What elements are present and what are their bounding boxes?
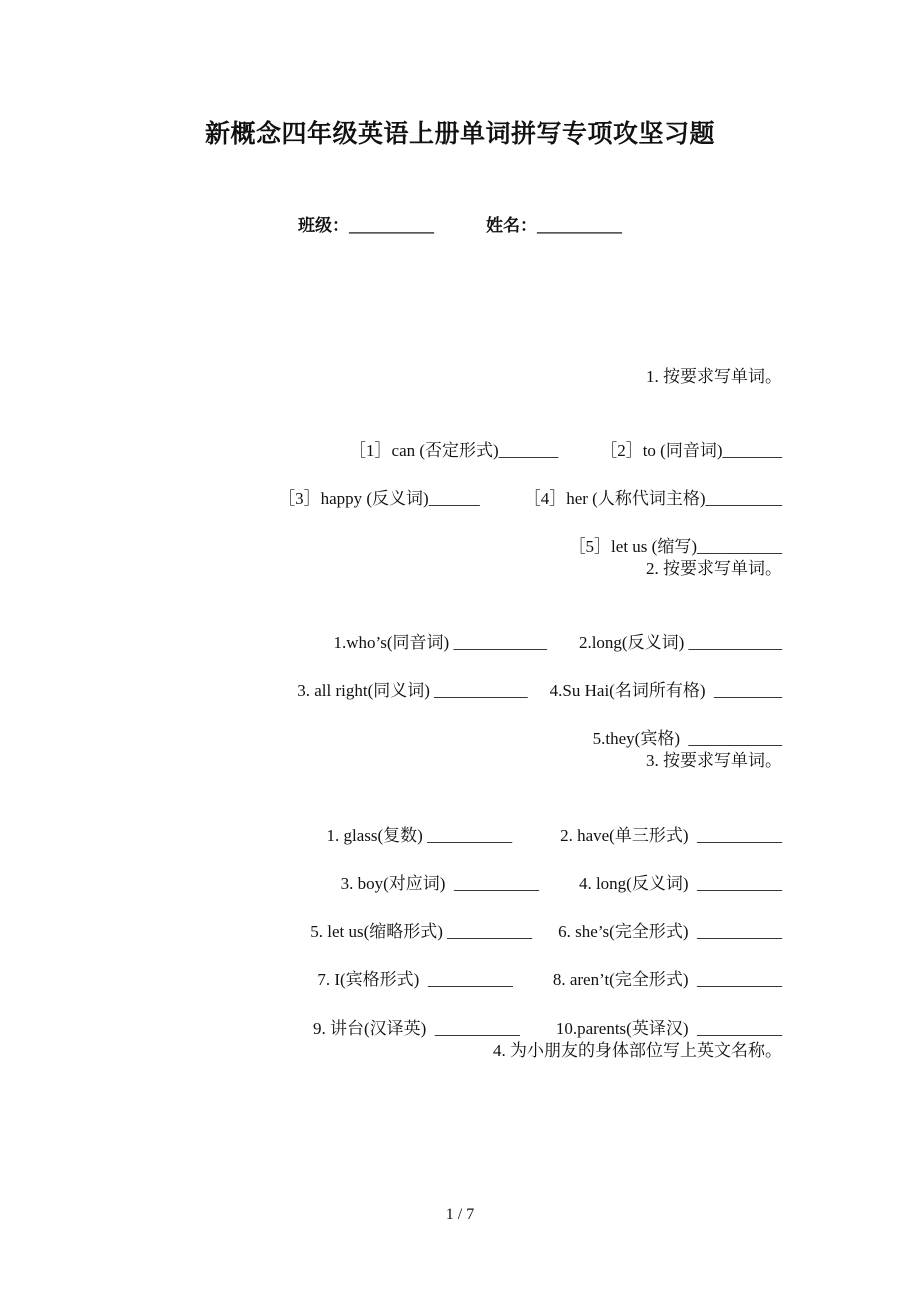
section3-row-1 (318, 797, 782, 849)
section3-item-2: 2. have(单三形式) __________ (560, 826, 782, 845)
section3-row-2 (332, 845, 782, 897)
section3-item-4: 4. long(反义词) __________ (578, 874, 782, 893)
name-field: 姓名：__________ (486, 216, 622, 235)
section3-item-6: 6. she’s(完全形式) __________ (558, 922, 782, 941)
section1-row-2 (270, 460, 782, 512)
section2-item-2: 2.long(反义词) ___________ (578, 633, 782, 652)
section1-item-5: ［5］let us (缩写)__________ (568, 537, 782, 556)
section1-item-2: ［2］to (同音词)_______ (600, 441, 782, 460)
section3-item-8: 8. aren’t(完全形式) __________ (552, 970, 782, 989)
section2-item-4: 4.Su Hai(名词所有格) ________ (549, 681, 782, 700)
section1-row-1 (341, 412, 782, 464)
page-title: 新概念四年级英语上册单词拼写专项攻坚习题 (204, 121, 715, 148)
section2-item-3: 3. all right(同义词) ___________ (297, 681, 528, 700)
section2-item-1: 1.who’s(同音词) ___________ (333, 633, 547, 652)
section3-row-5 (305, 990, 783, 1042)
section2-item-5: 5.they(宾格) ___________ (592, 729, 782, 748)
section2-row-1 (325, 604, 782, 656)
section2-heading: 2. 按要求写单词。 (646, 559, 782, 578)
section3-item-9: 9. 讲台(汉译英) __________ (313, 1019, 520, 1038)
section1-item-4: ［4］her (人称代词主格)_________ (523, 489, 782, 508)
page-number: 1 / 7 (445, 1206, 475, 1223)
section1-row-3 (560, 508, 782, 560)
section3-item-3: 3. boy(对应词) __________ (340, 874, 539, 893)
section3-item-5: 5. let us(缩略形式) __________ (310, 922, 533, 941)
section4-heading: 4. 为小朋友的身体部位写上英文名称。 (493, 1041, 782, 1060)
section2-row-2 (289, 652, 782, 704)
section1-heading: 1. 按要求写单词。 (646, 367, 782, 386)
section3-row-3 (302, 893, 782, 945)
section3-item-1: 1. glass(复数) __________ (326, 826, 513, 845)
section3-heading: 3. 按要求写单词。 (646, 751, 782, 770)
class-field: 班级：__________ (298, 216, 434, 235)
section2-row-3 (584, 700, 782, 752)
section3-item-7: 7. I(宾格形式) __________ (317, 970, 513, 989)
section3-item-10: 10.parents(英译汉) __________ (555, 1019, 782, 1038)
student-info (0, 213, 920, 239)
section1-item-1: ［1］can (否定形式)_______ (349, 441, 559, 460)
section3-row-4 (309, 941, 782, 993)
section1-item-3: ［3］happy (反义词)______ (278, 489, 480, 508)
